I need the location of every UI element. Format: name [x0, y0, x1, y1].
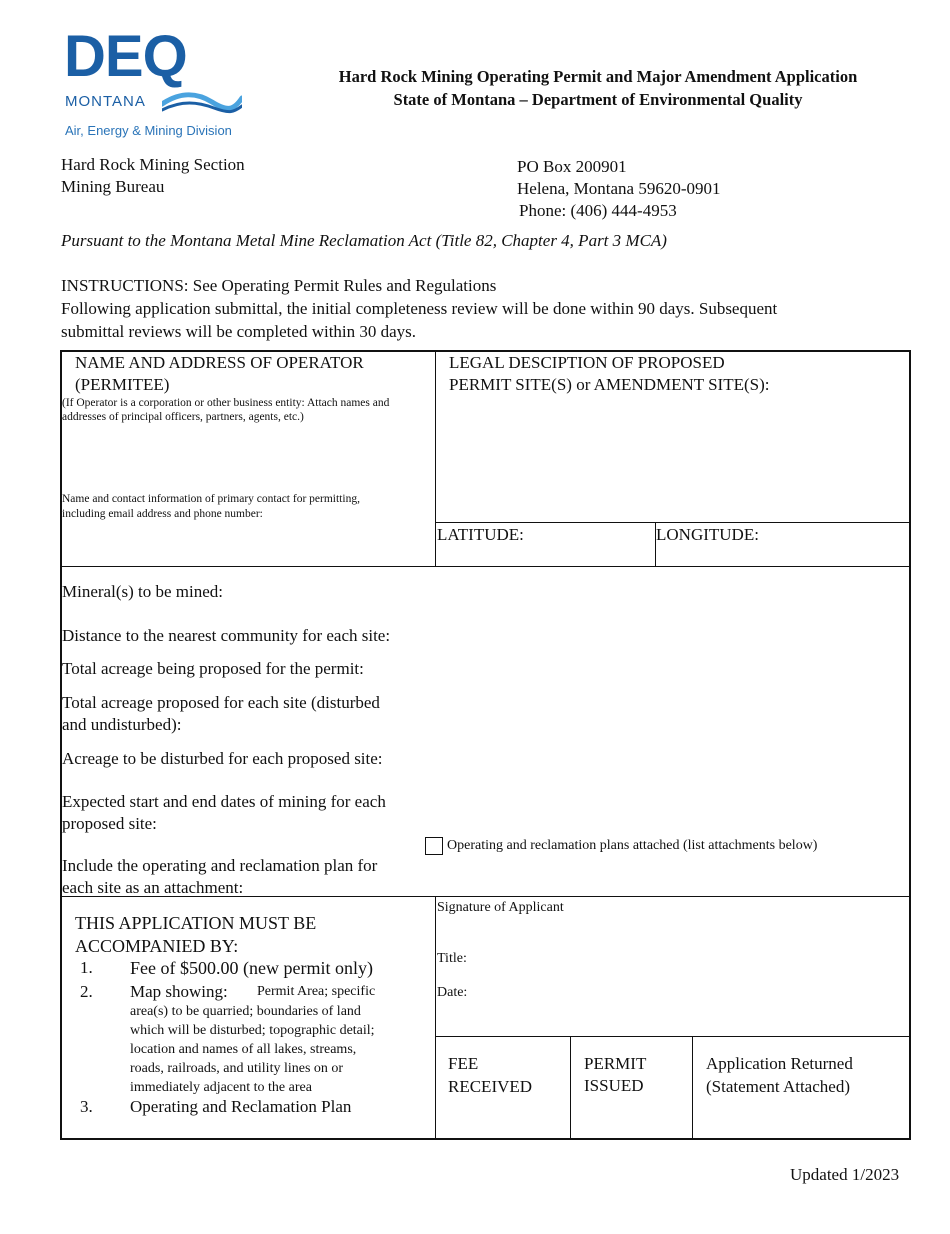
operator-title-permitee: (PERMITEE): [75, 375, 170, 394]
form-title: Hard Rock Mining Operating Permit and Major Amendment Application: [338, 67, 858, 86]
logo-wave-icon: [162, 88, 242, 114]
application-returned-label: Application Returned: [706, 1054, 853, 1073]
latitude-field[interactable]: [530, 524, 652, 564]
title-label: Title:: [437, 951, 467, 966]
legal-description-field[interactable]: [437, 400, 907, 520]
requirement-number-3: 3.: [80, 1097, 93, 1116]
mining-dates-label-2: proposed site:: [62, 814, 157, 833]
legal-description-title-2: PERMIT SITE(S) or AMENDMENT SITE(S):: [449, 375, 770, 394]
permit-issued-label-2: ISSUED: [584, 1076, 644, 1095]
bureau-name: Mining Bureau: [61, 177, 165, 196]
date-label: Date:: [437, 985, 468, 1000]
logo-division-text: Air, Energy & Mining Division: [65, 123, 232, 138]
reclamation-plan-label: Include the operating and reclamation plan for: [62, 856, 378, 875]
title-field[interactable]: [475, 948, 905, 972]
map-detail-6: immediately adjacent to the area: [130, 1080, 312, 1095]
requirement-map: Map showing:: [130, 982, 228, 1001]
signature-field[interactable]: [437, 918, 907, 948]
application-returned-label-2: (Statement Attached): [706, 1077, 850, 1096]
logo-montana-text: MONTANA: [65, 93, 146, 110]
operator-name-address-field[interactable]: [62, 440, 432, 488]
instructions-heading: INSTRUCTIONS: See Operating Permit Rules and Regulations: [61, 276, 497, 295]
contact-note-line-1: Name and contact information of primary contact for permitting,: [62, 493, 360, 505]
requirements-title-2: ACCOMPANIED BY:: [75, 936, 239, 956]
total-acreage-label: Total acreage being proposed for the permit:: [62, 659, 364, 678]
minerals-label: Mineral(s) to be mined:: [62, 582, 223, 601]
site-acreage-label: Total acreage proposed for each site (disturbed: [62, 693, 380, 712]
primary-contact-field[interactable]: [62, 522, 432, 564]
mining-dates-label: Expected start and end dates of mining for each: [62, 792, 386, 811]
map-detail-1: Permit Area; specific: [257, 984, 376, 999]
requirement-number-2: 2.: [80, 982, 93, 1001]
address-phone: Phone: (406) 444-4953: [519, 201, 677, 220]
address-city: Helena, Montana 59620-0901: [517, 179, 721, 198]
legal-description-title: LEGAL DESCIPTION OF PROPOSED: [449, 353, 725, 372]
section-name: Hard Rock Mining Section: [61, 155, 245, 174]
map-detail-3: which will be disturbed; topographic detail;: [130, 1023, 375, 1038]
address-po-box: PO Box 200901: [517, 157, 627, 176]
requirement-number-1: 1.: [80, 958, 93, 977]
instructions-line-2: Following application submittal, the initial completeness review will be done within 90 days. Subsequent: [61, 299, 778, 318]
requirement-plan: Operating and Reclamation Plan: [130, 1097, 352, 1116]
latitude-label: LATITUDE:: [437, 525, 524, 544]
signature-label: Signature of Applicant: [437, 900, 564, 915]
map-detail-2: area(s) to be quarried; boundaries of land: [130, 1004, 361, 1019]
operator-title: NAME AND ADDRESS OF OPERATOR: [75, 353, 364, 372]
contact-note-line-2: including email address and phone number:: [62, 508, 263, 520]
longitude-field[interactable]: [768, 524, 906, 564]
plans-attached-label: Operating and reclamation plans attached (list attachments below): [447, 838, 818, 853]
distance-label: Distance to the nearest community for each site:: [62, 626, 391, 645]
plans-attached-checkbox[interactable]: [425, 837, 443, 855]
instructions-line-3: submittal reviews will be completed within 30 days.: [61, 322, 417, 341]
operator-note-line-2: addresses of principal officers, partners, agents, etc.): [62, 411, 304, 423]
form-subtitle: State of Montana – Department of Environmental Quality: [393, 90, 803, 109]
permit-issued-label: PERMIT: [584, 1054, 647, 1073]
logo-deq-text: DEQ: [64, 24, 187, 89]
disturbed-acreage-label: Acreage to be disturbed for each proposed site:: [62, 749, 383, 768]
operator-note-line-1: (If Operator is a corporation or other business entity: Attach names and: [62, 397, 390, 409]
fee-received-label-2: RECEIVED: [448, 1077, 533, 1096]
fee-received-label: FEE: [448, 1054, 479, 1073]
pursuant-statement: Pursuant to the Montana Metal Mine Reclamation Act (Title 82, Chapter 4, Part 3 MCA): [61, 231, 667, 250]
deq-logo: [62, 24, 272, 144]
map-detail-5: roads, railroads, and utility lines on or: [130, 1061, 344, 1076]
updated-date: Updated 1/2023: [790, 1165, 900, 1184]
requirement-fee: Fee of $500.00 (new permit only): [130, 958, 373, 978]
reclamation-plan-label-2: each site as an attachment:: [62, 878, 244, 897]
date-field[interactable]: [475, 980, 905, 1004]
map-detail-4: location and names of all lakes, streams,: [130, 1042, 357, 1057]
requirements-title: THIS APPLICATION MUST BE: [75, 913, 317, 933]
site-acreage-label-2: and undisturbed):: [62, 715, 182, 734]
longitude-label: LONGITUDE:: [656, 525, 759, 544]
